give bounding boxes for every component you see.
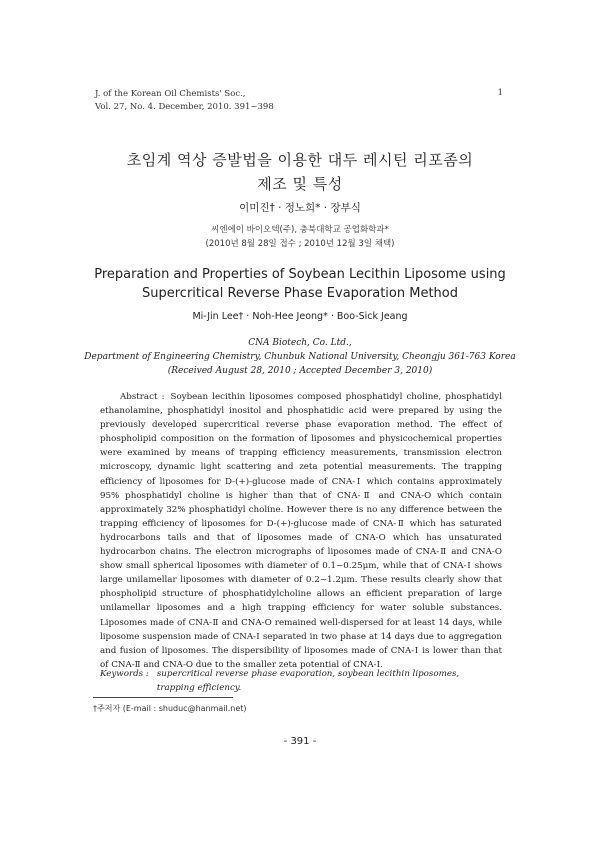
keywords-label: Keywords : [100, 669, 149, 679]
english-received: (Received August 28, 2010 ; Accepted December 3, 2010) [167, 366, 433, 376]
korean-title-line1: 초임계 역상 증발법을 이용한 대두 레시틴 리포좀의 [126, 151, 474, 169]
korean-title [60, 148, 540, 196]
english-title [60, 265, 540, 303]
korean-title-line2: 제조 및 특성 [257, 175, 343, 193]
journal-line2: Vol. 27, No. 4. December, 2010. 391~398 [95, 102, 274, 112]
keywords-text: supercritical reverse phase evaporation, soybean lecithin liposomes, trapping efficiency. [156, 669, 460, 693]
english-authors: Mi-Jin Lee† · Noh-Hee Jeong* · Boo-Sick Jeang [192, 311, 408, 322]
korean-affiliation-line: 씨엔에이 바이오텍(주), 충북대학교 공업화학과* [211, 225, 389, 235]
korean-affiliation [60, 223, 540, 251]
abstract-text: Soybean lecithin liposomes composed phosphatidyl choline, phosphatidyl ethanolamine, phosphatidyl inositol and phosphatidic acid were prepared by using the previously developed supercritical reverse phase evaporation method. The effect of phospholipid composition on the formation of liposomes and physicochemical properties were examined by means of trapping efficiency measurements, transmission electron microscopy, dynamic light scattering and zeta potential measurements. The trapping efficiency of liposomes for D-(+)-glucose made of CNA-Ⅰ which contains approximately 95% phosphatidyl choline is higher than that of CNA-Ⅱ and CNA-O which contain approximately 32% phosphatidyl choline. However there is no any difference between the trapping efficiency of liposomes for D-(+)-glucose made of CNA-Ⅱ which has saturated hydrocarbons tails and that of liposomes made of CNA-O which has unsaturated hydrocarbon chains. The electron micrographs of liposomes made of CNA-Ⅱ and CNA-O show small spherical liposomes with diameter of 0.1~0.25μm, while that of CNA-Ⅰ shows large unilamellar liposomes with diameter of 0.2~1.2μm. These results clearly show that phospholipid structure of phosphatidylcholine allows an efficient preparation of large unilamellar liposomes and a high trapping efficiency for water soluble substances. Liposomes made of CNA-Ⅱ and CNA-O remained well-dispersed for at least 14 days, while liposome suspension made of CNA-Ⅰ separated in two phase at 14 days due to aggregation and fusion of liposomes. The dispersibility of liposomes made of CNA-Ⅰ is lower than that of CNA-Ⅱ and CNA-O due to the smaller zeta potential of CNA-Ⅰ. [100, 392, 502, 670]
english-affiliation [60, 336, 540, 378]
keywords [100, 667, 502, 695]
abstract [100, 390, 502, 672]
footnote: †주저자 (E-mail : shuduc@hanmail.net) [93, 704, 247, 713]
abstract-label: Abstract : [120, 392, 165, 402]
korean-received: (2010년 8월 28일 접수 ; 2010년 12월 3일 채택) [205, 239, 395, 249]
journal-line1: J. of the Korean Oil Chemists' Soc., [95, 89, 246, 99]
page-number: 1 [497, 88, 503, 98]
page-footer: - 391 - [283, 736, 317, 747]
english-affiliation-line1: CNA Biotech, Co. Ltd., [248, 338, 352, 348]
korean-authors: 이미진† · 정노희* · 장부식 [239, 202, 361, 214]
english-affiliation-line2: Department of Engineering Chemistry, Chunbuk National University, Cheongju 361-763 Korea [84, 352, 516, 362]
journal-header [95, 88, 274, 114]
english-title-line2: Supercritical Reverse Phase Evaporation Method [142, 286, 458, 301]
english-title-line1: Preparation and Properties of Soybean Lecithin Liposome using [94, 267, 506, 282]
footnote-divider [93, 697, 233, 698]
